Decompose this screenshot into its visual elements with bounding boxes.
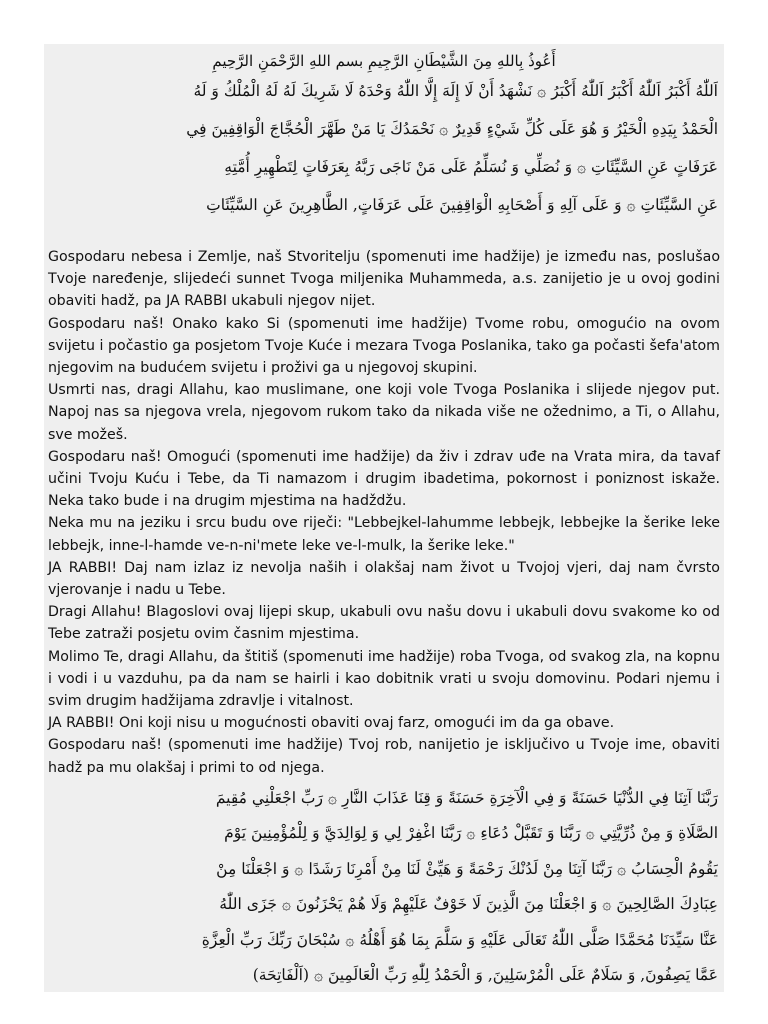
paragraph: Gospodaru nebesa i Zemlje, naš Stvoritelju (spomenuti ime hadžije) je između nas, poslušao Tvoje naređenje, slijedeći sunnet Tvoga miljenika Muhammeda, a.s. zanijetio je u ovoj godini obaviti hadž, pa JA RABBI ukabuli njegov nijet.: [48, 249, 720, 310]
arabic-opening-dua: [44, 44, 724, 224]
arabic-line: رَبَّنَا آتِنَا فِي الدُّنْيَا حَسَنَةً وَ فِي الْآخِرَةِ حَسَنَةً وَ قِنَا عَذَابَ النَّارِ ۞ رَبِّ اجْعَلْنِي مُقِيمَ: [215, 788, 718, 807]
arabic-line: عَرَفَاتٍ عَنِ السَّيِّئَاتِ ۞ وَ نُصَلِّي وَ نُسَلِّمُ عَلَى مَنْ نَاجَى رَبَّهُ بِعَرَفَاتٍ لِتَطْهِيرِ أُمَّتِهِ: [224, 158, 718, 176]
paragraph: JA RABBI! Daj nam izlaz iz nevolja naših i olakšaj nam život u Tvojoj vjeri, daj nam čvrsto vjerovanje i nadu u Tebe.: [48, 559, 720, 599]
arabic-line: الصَّلَاةِ وَ مِنْ ذُرِّيَّتِي ۞ رَبَّنَا وَ تَقَبَّلْ دُعَاءِ ۞ رَبَّنَا اغْفِرْ لِي وَ لِوَالِدَيَّ وَ لِلْمُؤْمِنِينَ يَوْمَ: [224, 824, 718, 843]
paragraph: JA RABBI! Oni koji nisu u mogućnosti obaviti ovaj farz, omogući im da ga obave.: [48, 715, 615, 732]
document-page: [44, 44, 724, 992]
arabic-line: عَنَّا سَيِّدَنَا مُحَمَّدًا صَلَّى اللّٰهُ تَعَالَى عَلَيْهِ وَ سَلَّمَ بِمَا هُوَ أَهْلُهُ ۞ سُبْحَانَ رَبِّكَ رَبِّ الْعِزَّةِ: [201, 930, 718, 949]
arabic-line: يَقُومُ الْحِسَابُ ۞ رَبَّنَا آتِنَا مِنْ لَدُنْكَ رَحْمَةً وَ هَيِّئْ لَنَا مِنْ أَمْرِنَا رَشَدًا ۞ وَ اجْعَلْنَا مِنْ: [216, 859, 718, 878]
paragraph: Gospodaru naš! Onako kako Si (spomenuti ime hadžije) Tvome robu, omogućio na ovom svijetu i počastio ga posjetom Tvoje Kuće i mezara Tvoga Poslanika, tako ga počasti šefa'atom njegovim na budućem svijetu i proživi ga u njegovoj skupini.: [48, 315, 720, 377]
arabic-line: عَنِ السَّيِّئَاتِ ۞ وَ عَلَى آلِهِ وَ أَصْحَابِهِ الْوَاقِفِينَ عَلَى عَرَفَاتٍ, الطَّاهِرِينَ عَنِ السَّيِّئَاتِ: [206, 196, 718, 214]
arabic-line: عَمَّا يَصِفُونَ, وَ سَلَامٌ عَلَى الْمُرْسَلِينَ, وَ الْحَمْدُ لِلّٰهِ رَبِّ الْعَالَمِينَ ۞ (اَلْفَاتِحَة): [252, 966, 718, 985]
paragraph: Usmrti nas, dragi Allahu, kao muslimane, one koji vole Tvoga Poslanika i slijede njegov put. Napoj nas sa njegova vrela, njegovom rukom tako da nikada više ne ožednimo, a Ti, o Allahu, sve možeš.: [48, 382, 720, 443]
arabic-line: اَللّٰهُ أَكْبَرُ اَللّٰهُ أَكْبَرُ اَللّٰهُ أَكْبَرُ ۞ نَشْهَدُ أَنْ لَا إِلَهَ إِلَّا اللّٰهُ وَحْدَهُ لَا شَرِيكَ لَهُ لَهُ الْمُلْكُ وَ لَهُ: [193, 82, 718, 100]
paragraph: Dragi Allahu! Blagoslovi ovaj lijepi skup, ukabuli ovu našu dovu i ukabuli dovu svakome ko od Tebe zatraži posjetu ovim časnim mjestima.: [48, 604, 720, 643]
paragraph: Molimo Te, dragi Allahu, da štitiš (spomenuti ime hadžije) roba Tvoga, od svakog zla, na kopnu i vodi i u vazduhu, pa da nam se hairli i kao dobitnik vrati u svoju domovinu. Podari njemu i svim drugim hadžijama zdravlje i vitalnost.: [48, 648, 720, 710]
paragraph: Gospodaru naš! Omogući (spomenuti ime hadžije) da živ i zdrav uđe na Vrata mira, da tavaf učini Tvoju Kuću i Tebe, da Ti namazom i drugim ibadetima, pokornost i poniznost iskaže. Neka tako bude i na drugim mjestima na hadždžu.: [48, 448, 720, 510]
arabic-closing-dua: [44, 779, 724, 994]
arabic-line: عِبَادِكَ الصَّالِحِينَ ۞ وَ اجْعَلْنَا مِنَ الَّذِينَ لَا خَوْفٌ عَلَيْهِمْ وَلَا هُمْ يَحْزَنُونَ ۞ جَزَى اللّٰهُ: [219, 895, 718, 914]
arabic-line: الْحَمْدُ بِيَدِهِ الْخَيْرُ وَ هُوَ عَلَى كُلِّ شَيْءٍ قَدِيرٌ ۞ نَحْمَدُكَ يَا مَنْ طَهَّرَ الْحُجَّاجَ الْوَاقِفِينَ فِي: [186, 120, 718, 138]
arabic-title-line: أَعُوذُ بِاللهِ مِنَ الشَّيْطَانِ الرَّجِيمِ بسم اللهِ الرَّحْمَنِ الرَّحِيمِ: [212, 52, 556, 70]
bosnian-dua-text: [44, 246, 724, 779]
paragraph: Neka mu na jeziku i srcu budu ove riječi: "Lebbejkel-lahumme lebbejk, lebbejke la šerike leke lebbejk, inne-l-hamde ve-n-ni'mete leke ve-l-mulk, la šerike leke.": [48, 515, 720, 554]
paragraph: Gospodaru naš! (spomenuti ime hadžije) Tvoj rob, nanijetio je isključivo u Tvoje ime, obaviti hadž pa mu olakšaj i primi to od njega.: [48, 737, 720, 776]
